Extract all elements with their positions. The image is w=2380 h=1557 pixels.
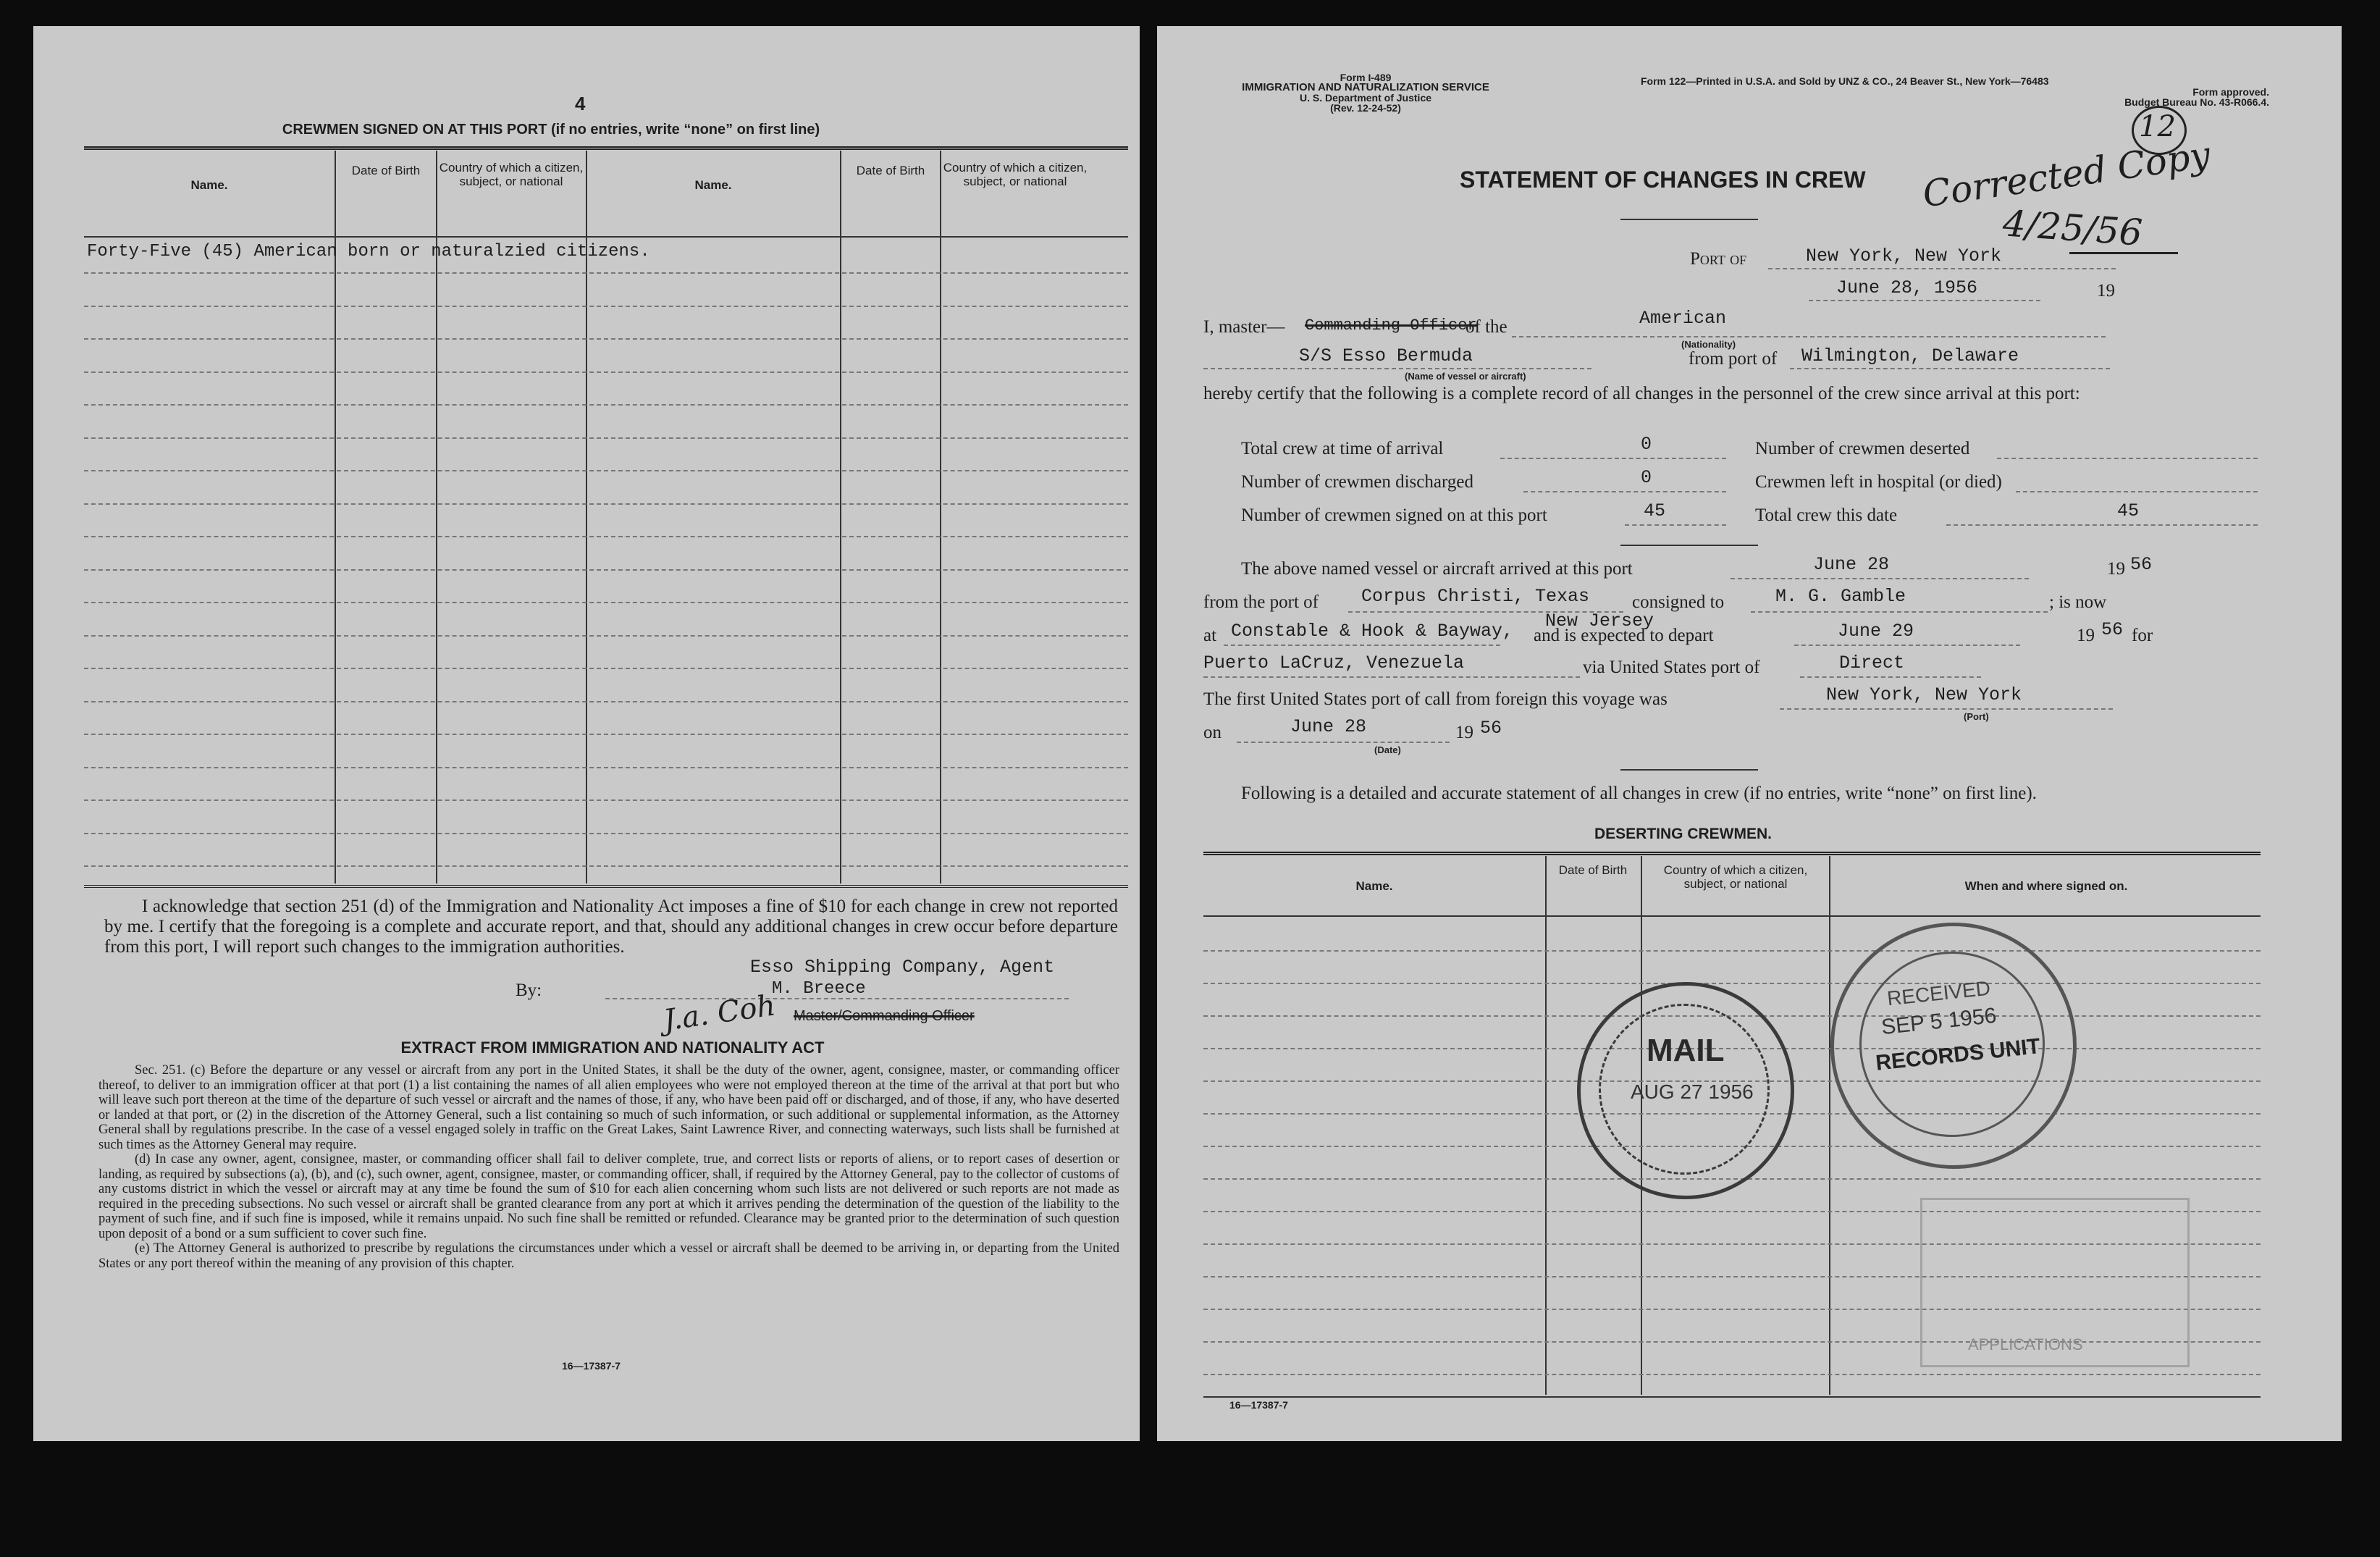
date-suffix: 19 [2097, 281, 2115, 301]
section-title: CREWMEN SIGNED ON AT THIS PORT (if no entries, write “none” on first line) [282, 122, 820, 138]
master-struck: Commanding Officer [1305, 316, 1477, 335]
discharged-value: 0 [1641, 467, 1652, 488]
col-header-country: Country of which a citizen, subject, or national [439, 161, 584, 188]
deserting-title: DESERTING CREWMEN. [1594, 826, 1773, 842]
crew-row-rule [84, 306, 1128, 307]
form-id-line: Form I-489 [1340, 72, 1392, 83]
crew-row-rule [84, 338, 1128, 340]
consignee: M. G. Gamble [1775, 586, 1906, 607]
page-number: 4 [575, 93, 586, 114]
signature: J.a. Coh [661, 989, 778, 1038]
depart-date: June 29 [1838, 621, 1914, 642]
printer-line: Form 122—Printed in U.S.A. and Sold by UNZ & CO., 24 Beaver St., New York—76483 [1641, 75, 2049, 87]
des-col-when-where: When and where signed on. [1964, 879, 2128, 893]
budget-number: Budget Bureau No. 43-R066.4. [2124, 96, 2269, 108]
footer-code: 16—17387-7 [562, 1360, 621, 1372]
date-value: June 28, 1956 [1836, 277, 1978, 298]
left-page [33, 26, 1140, 1441]
right-page [1157, 26, 2342, 1441]
col-header-country-2: Country of which a citizen, subject, or national [943, 161, 1088, 188]
port-value: New York, New York [1806, 245, 2002, 267]
crew-row-rule [84, 536, 1128, 537]
of-the-label: of the [1466, 317, 1508, 337]
form-approved: Form approved. [2192, 86, 2269, 98]
for-label: for [2132, 626, 2153, 645]
form-id-line: IMMIGRATION AND NATURALIZATION SERVICE [1242, 81, 1489, 93]
extract-paragraph-e: (e) The Attorney General is authorized to prescribe by regulations the circumstances under which a vessel or aircraft shall be deemed to be arriving in, or departing from the United States or any port thereof within the meaning of any provision of this chapter. [98, 1241, 1119, 1271]
col-header-name-2: Name. [694, 178, 732, 192]
des-col-name: Name. [1355, 879, 1393, 893]
depart-year: 56 [2101, 619, 2124, 640]
crew-row-rule [84, 470, 1128, 471]
on-label: on [1203, 723, 1221, 742]
mail-stamp-text: MAIL [1647, 1033, 1725, 1068]
first-port-label: The first United States port of call from foreign this voyage was [1203, 689, 1668, 709]
records-unit-stamp: RECORDS UNIT [1874, 1034, 2042, 1075]
received-stamp-date: SEP 5 1956 [1880, 1003, 1998, 1040]
crew-row-rule [84, 734, 1128, 735]
arrived-text: The above named vessel or aircraft arrived at this port [1241, 559, 1633, 579]
nationality-caption: (Nationality) [1681, 339, 1736, 350]
signed-on-label: Number of crewmen signed on at this port [1241, 505, 1547, 525]
total-crew-label: Total crew this date [1755, 505, 1898, 525]
crew-row-rule [84, 372, 1128, 373]
arrived-year-prefix: 19 [2107, 559, 2125, 579]
agent-name: Esso Shipping Company, Agent [750, 957, 1055, 978]
footer-code: 16—17387-7 [1229, 1399, 1288, 1411]
col-header-dob-2: Date of Birth [856, 164, 925, 177]
col-header-dob: Date of Birth [351, 164, 421, 177]
from-the-port-label: from the port of [1203, 592, 1319, 612]
faint-stamp-text: APPLICATIONS [1968, 1335, 2083, 1354]
crew-row-rule [84, 272, 1128, 274]
deserted-label: Number of crewmen deserted [1755, 439, 1970, 458]
master-label: I, master— [1203, 317, 1285, 337]
crew-row-rule [84, 800, 1128, 801]
approval-block [1994, 87, 2269, 107]
crew-row-rule [84, 569, 1128, 571]
first-port-value: New York, New York [1826, 684, 2022, 705]
form-title: STATEMENT OF CHANGES IN CREW [1460, 167, 1866, 193]
following-text: Following is a detailed and accurate statement of all changes in crew (if no entries, write “none” on first line). [1241, 784, 2037, 803]
acknowledgement-text: I acknowledge that section 251 (d) of the Immigration and Nationality Act imposes a fine of $10 for each change in crew not reported by me. I certify that the foregoing is a complete and accurate report, and that, should any additional changes in crew occur before departure from this port, I will report such changes to the immigration authorities. [104, 897, 1118, 957]
on-year: 56 [1480, 718, 1502, 739]
date-caption: (Date) [1374, 744, 1401, 755]
extract-paragraph-d: (d) In case any owner, agent, consignee, master, or commanding officer shall fail to deliver complete, true, and correct lists or reports of aliens, or to report cases of desertion or landing, as required by subsections (a), (b), and (c), such owner, agent, consignee, master, or commanding officer, shall, if required by the Attorney General, pay to the collector of customs of any customs district in which the vessel or aircraft may at any time be found the sum of $10 for each alien concerning whom such lists are not delivered or such reports are not made as required in the preceding subsections. No such vessel or aircraft shall be granted clearance from any port at which it arrives pending the determination of the question of the liability to the payment of such fine, and if such fine is imposed, while it remains unpaid. No such fine shall be remitted or refunded. Clearance may be granted prior to the determination of such question upon deposit of a bond or a sum sufficient to cover such fine. [98, 1152, 1119, 1241]
via-label: via United States port of [1583, 658, 1760, 677]
port-caption: (Port) [1964, 711, 1989, 722]
handwritten-note: Corrected Copy [1919, 133, 2213, 216]
deserting-row-rule [1203, 1374, 2261, 1375]
extract-paragraph-c: Sec. 251. (c) Before the departure or any vessel or aircraft from any port in the United States, it shall be the duty of the owner, agent, consignee, master, or commanding officer thereof, to deliver to an immigration officer at that port (1) a list containing the names of all alien employees who were not employed thereon at the time of the arrival at that port but who will leave such port thereon at the time of the departure of such vessel or aircraft and the names of those, if any, who have been paid off or discharged, and of those, if any, who have deserted or landed at that port, or (2) in the discretion of the Attorney General, such a list containing so much of such information, or such additional or supplemental information, as the Attorney General shall by regulations prescribe. In the case of a vessel engaged solely in traffic on the Great Lakes, Saint Lawrence River, and connecting waterways, such lists shall be furnished at such times as the Attorney General may require. [98, 1063, 1119, 1152]
expected-text: and is expected to depart [1534, 626, 1714, 645]
on-date: June 28 [1290, 716, 1367, 737]
circled-number: 12 [2139, 110, 2176, 143]
total-arrival-value: 0 [1641, 434, 1652, 455]
hospital-label: Crewmen left in hospital (or died) [1755, 472, 2002, 492]
crew-row-rule [84, 404, 1128, 406]
total-arrival-label: Total crew at time of arrival [1241, 439, 1444, 458]
received-stamp-text: RECEIVED [1885, 976, 1992, 1010]
arrived-date: June 28 [1813, 554, 1890, 575]
discharged-label: Number of crewmen discharged [1241, 472, 1473, 492]
extract-body [98, 1063, 1119, 1271]
des-col-dob: Date of Birth [1558, 863, 1628, 877]
arrived-year: 56 [2130, 554, 2153, 575]
signed-on-value: 45 [1644, 500, 1666, 521]
consigned-label: consigned to [1632, 592, 1725, 612]
depart-year-prefix: 19 [2077, 626, 2095, 645]
vessel-value: S/S Esso Bermuda [1299, 345, 1473, 366]
crew-entry-first: Forty-Five (45) American born or naturalzied citizens. [87, 242, 650, 261]
crew-row-rule [84, 437, 1128, 439]
port-label: Port of [1690, 249, 1747, 269]
crew-row-rule [84, 602, 1128, 603]
by-name: M. Breece [772, 979, 866, 999]
via-value: Direct [1839, 652, 1905, 673]
crew-row-rule [84, 503, 1128, 505]
extract-title: EXTRACT FROM IMMIGRATION AND NATIONALITY ACT [400, 1038, 825, 1057]
struck-title: Master/Commanding Officer [794, 1008, 975, 1024]
form-id-line: U. S. Department of Justice [1299, 92, 1432, 104]
at-label: at [1203, 626, 1217, 645]
crew-row-rule [84, 668, 1128, 669]
from-port-value: Wilmington, Delaware [1801, 345, 2019, 366]
by-label: By: [516, 981, 542, 1000]
on-year-prefix: 19 [1455, 723, 1473, 742]
destination: Puerto LaCruz, Venezuela [1203, 652, 1465, 673]
is-now-label: ; is now [2049, 592, 2107, 612]
des-col-country: Country of which a citizen, subject, or national [1663, 863, 1808, 891]
col-header-name: Name. [190, 178, 228, 192]
crew-row-rule [84, 865, 1128, 867]
vessel-caption: (Name of vessel or aircraft) [1405, 371, 1526, 382]
from-port-label: from port of [1689, 349, 1778, 369]
form-id-line: (Rev. 12-24-52) [1330, 102, 1401, 114]
crew-row-rule [84, 635, 1128, 637]
crew-row-rule [84, 767, 1128, 768]
current-state: New Jersey [1545, 610, 1654, 631]
mail-stamp-date: AUG 27 1956 [1631, 1080, 1754, 1103]
certify-text: hereby certify that the following is a complete record of all changes in the personnel of the crew since arrival at this port: [1203, 384, 2080, 403]
total-crew-value: 45 [2117, 500, 2140, 521]
nationality-value: American [1639, 308, 1727, 329]
crew-row-rule [84, 833, 1128, 834]
origin-port: Corpus Christi, Texas [1361, 586, 1590, 607]
form-id-block [1192, 72, 1539, 113]
handwritten-date: 4/25/56 [2001, 202, 2144, 254]
deserting-row-rule [1203, 983, 2261, 984]
crew-row-rule [84, 701, 1128, 702]
deserting-row-rule [1203, 950, 2261, 952]
current-location: Constable & Hook & Bayway, [1231, 621, 1514, 642]
